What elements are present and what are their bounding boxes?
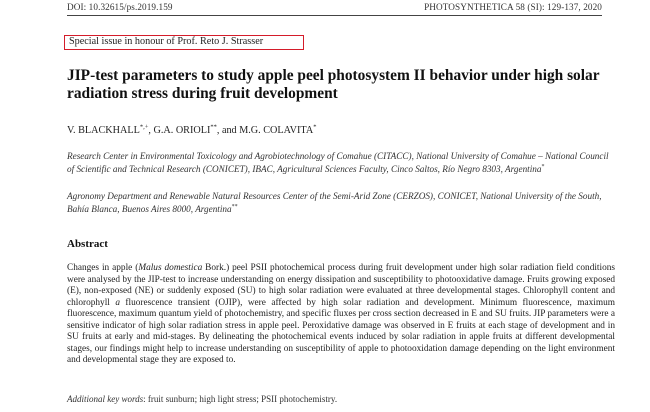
author-name: G.A. ORIOLI xyxy=(153,125,211,136)
special-issue-note: Special issue in honour of Prof. Reto J. Strasser xyxy=(69,36,264,47)
article-title: JIP-test parameters to study apple peel photosystem II behavior under high solar radiation stress during fruit development xyxy=(67,67,600,102)
abstract-heading: Abstract xyxy=(67,238,108,250)
author-name: V. BLACKHALL xyxy=(67,125,140,136)
abstract-text: fluorescence transient (OJIP), were affected by high solar radiation and development. Minimum fluorescence, maximum fluorescence, maximum quantum yield of photochemistry, and specific fluxes per cross section decreased in E and SU fruits. JIP parameters were a sensitive indicator of high solar radiation stress in apple peel. Peroxidative damage was observed in E fruits at each stage of development and in SU fruits at early and mid-stages. By delineating the photochemical events induced by solar radiation in apple fruits at different developmental stages, our findings might help to increase understanding on susceptibility of apple to photooxidation damage depending on the light environment and developmental stage they are exposed to. xyxy=(67,297,615,366)
header-divider xyxy=(67,15,602,16)
author-affiliation-mark: *,+ xyxy=(139,123,149,131)
author-list xyxy=(67,125,316,136)
keywords-line xyxy=(67,394,337,404)
doi-text[interactable]: DOI: 10.32615/ps.2019.159 xyxy=(67,2,173,12)
journal-citation: PHOTOSYNTHETICA 58 (SI): 129-137, 2020 xyxy=(424,2,602,12)
species-name: Malus domestica xyxy=(138,263,203,273)
abstract-text: Changes in apple ( xyxy=(67,263,139,273)
affiliation-mark: * xyxy=(541,163,545,170)
affiliation-mark: ** xyxy=(231,203,238,210)
affiliation-text: Research Center in Environmental Toxicology and Agrobiotechnology of Comahue (CITACC), National University of Comahue – National Council of Scientific and Technical Research (CONICET), IBAC, Agricultural Sciences Faculty, Cinco Saltos, Río Negro 8303, Argentina xyxy=(67,151,609,174)
affiliation xyxy=(67,150,612,175)
abstract-body xyxy=(67,263,615,367)
author-affiliation-mark: ** xyxy=(210,123,217,131)
author-affiliation-mark: * xyxy=(313,123,317,131)
author-name: M.G. COLAVITA xyxy=(239,125,314,136)
abstract-text: Bork.) peel PSII photochemical process during fruit development under high solar radiation field conditions were analysed by the JIP-test to increase understanding on energy dissipation and susceptibility to photooxidative damage. Fruits growing exposed (E), non-exposed (NE) or suddenly exposed (SU) to high solar radiation were evaluated at three developmental stages. Chlorophyll content and chlorophyll xyxy=(67,263,616,308)
author-separator: , xyxy=(148,125,154,136)
running-head xyxy=(67,2,602,14)
author-separator: , and xyxy=(216,125,240,136)
affiliation-text: Agronomy Department and Renewable Natural Resources Center of the Semi-Arid Zone (CERZOS), CONICET, National University of the South, Bahía Blanca, Buenos Aires 8000, Argentina xyxy=(67,191,602,214)
keywords-label: Additional key words xyxy=(67,394,144,404)
chlorophyll-a-letter: a xyxy=(115,297,120,308)
affiliation xyxy=(67,190,612,215)
keywords-text: : fruit sunburn; high light stress; PSII photochemistry. xyxy=(143,394,338,404)
